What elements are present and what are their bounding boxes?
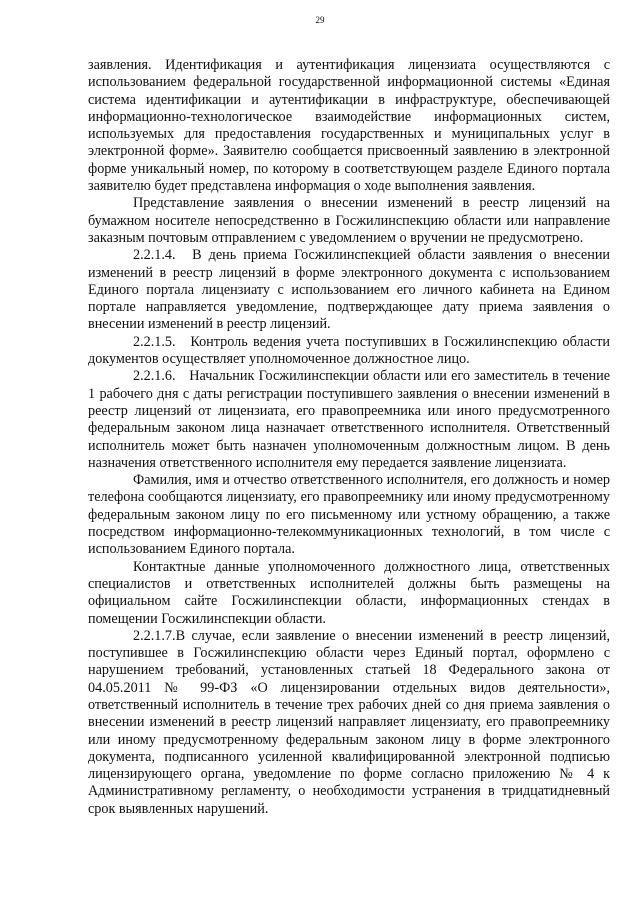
paragraph-text: Контактные данные уполномоченного должностного лица, ответственных специалистов и ответственных исполнителей должны быть размещены на официальном сайте Госжилинспекции области, информационных стендах в помещении Госжилинспекции области.	[88, 558, 610, 627]
paragraph-text: В день приема Госжилинспекцией области заявления о внесении изменений в реестр лицензий в форме электронного документа с использованием Единого портала лицензиату с использованием его личного кабинета на Едином портале направляется уведомление, подтверждающее дату приема заявления о внесении изменений в реестр лицензий.	[88, 247, 611, 333]
paragraph-2-2-1-5	[88, 334, 610, 369]
paragraph-text: заявления. Идентификация и аутентификация лицензиата осуществляются с использованием федеральной государственной информационной системы «Единая система идентификации и аутентификации в инфраструктуре, обеспечивающей информационно-технологическое взаимодействие информационных систем, используемых для предоставления государственных и муниципальных услуг в электронной форме». Заявителю сообщается присвоенный заявлению в электронной форме уникальный номер, по которому в соответствующем разделе Единого портала заявителю будет представлена информация о ходе выполнения заявления.	[88, 57, 610, 195]
paragraph-text: Фамилия, имя и отчество ответственного исполнителя, его должность и номер телефона сообщаются лицензиату, его правопреемнику или иному предусмотренному федеральным законом лицу по его письменному или устному обращению, а также посредством информационно-телекоммуникационных технологий, в том числе с использованием Единого портала.	[88, 472, 610, 558]
paragraph-text: Контроль ведения учета поступивших в Госжилинспекцию области документов осуществляет уполномоченное должностное лицо.	[88, 333, 610, 368]
paragraph-text: Начальник Госжилинспекции области или его заместитель в течение 1 рабочего дня с даты регистрации поступившего заявления о внесении изменений в реестр лицензий от лицензиата, его правопреемника или иного предусмотренного федеральным законом лица назначает ответственного исполнителя. Ответственный исполнитель может быть назначен уполномоченным должностным лицом. В день назначения ответственного исполнителя ему передается заявление лицензиата.	[88, 368, 611, 471]
paragraph-number: 2.2.1.5.	[133, 333, 176, 350]
document-body	[88, 57, 610, 818]
paragraph-2-2-1-4	[88, 247, 610, 333]
paragraph	[88, 472, 610, 558]
paragraph-2-2-1-6	[88, 368, 610, 472]
paragraph-number: 2.2.1.6.	[133, 368, 176, 385]
paragraph-text: 2.2.1.7.В случае, если заявление о внесении изменений в реестр лицензий, поступившее в Госжилинспекцию области через Единый портал, оформлено с нарушением требований, установленных статьей 18 Федерального закона от 04.05.2011 № 99-ФЗ «О лицензировании отдельных видов деятельности», ответственный исполнитель в течение трех рабочих дней со дня приема заявления о внесении изменений в реестр лицензий направляет лицензиату, его правопреемнику или иному предусмотренному федеральным законом лицу в форме электронного документа, подписанного усиленной квалифицированной электронной подписью лицензирующего органа, уведомление по форме согласно приложению № 4 к Административному регламенту, о необходимости устранения в тридцатидневный срок выявленных нарушений.	[88, 627, 610, 817]
paragraph-2-2-1-7	[88, 628, 610, 818]
paragraph-number: 2.2.1.4.	[133, 247, 176, 264]
paragraph-text: Представление заявления о внесении изменений в реестр лицензий на бумажном носителе непосредственно в Госжилинспекцию области или направление заказным почтовым отправлением с уведомлением о вручении не предусмотрено.	[88, 195, 610, 246]
paragraph	[88, 195, 610, 247]
page-number: 29	[315, 15, 325, 25]
paragraph-continuation	[88, 57, 610, 195]
paragraph	[88, 559, 610, 628]
